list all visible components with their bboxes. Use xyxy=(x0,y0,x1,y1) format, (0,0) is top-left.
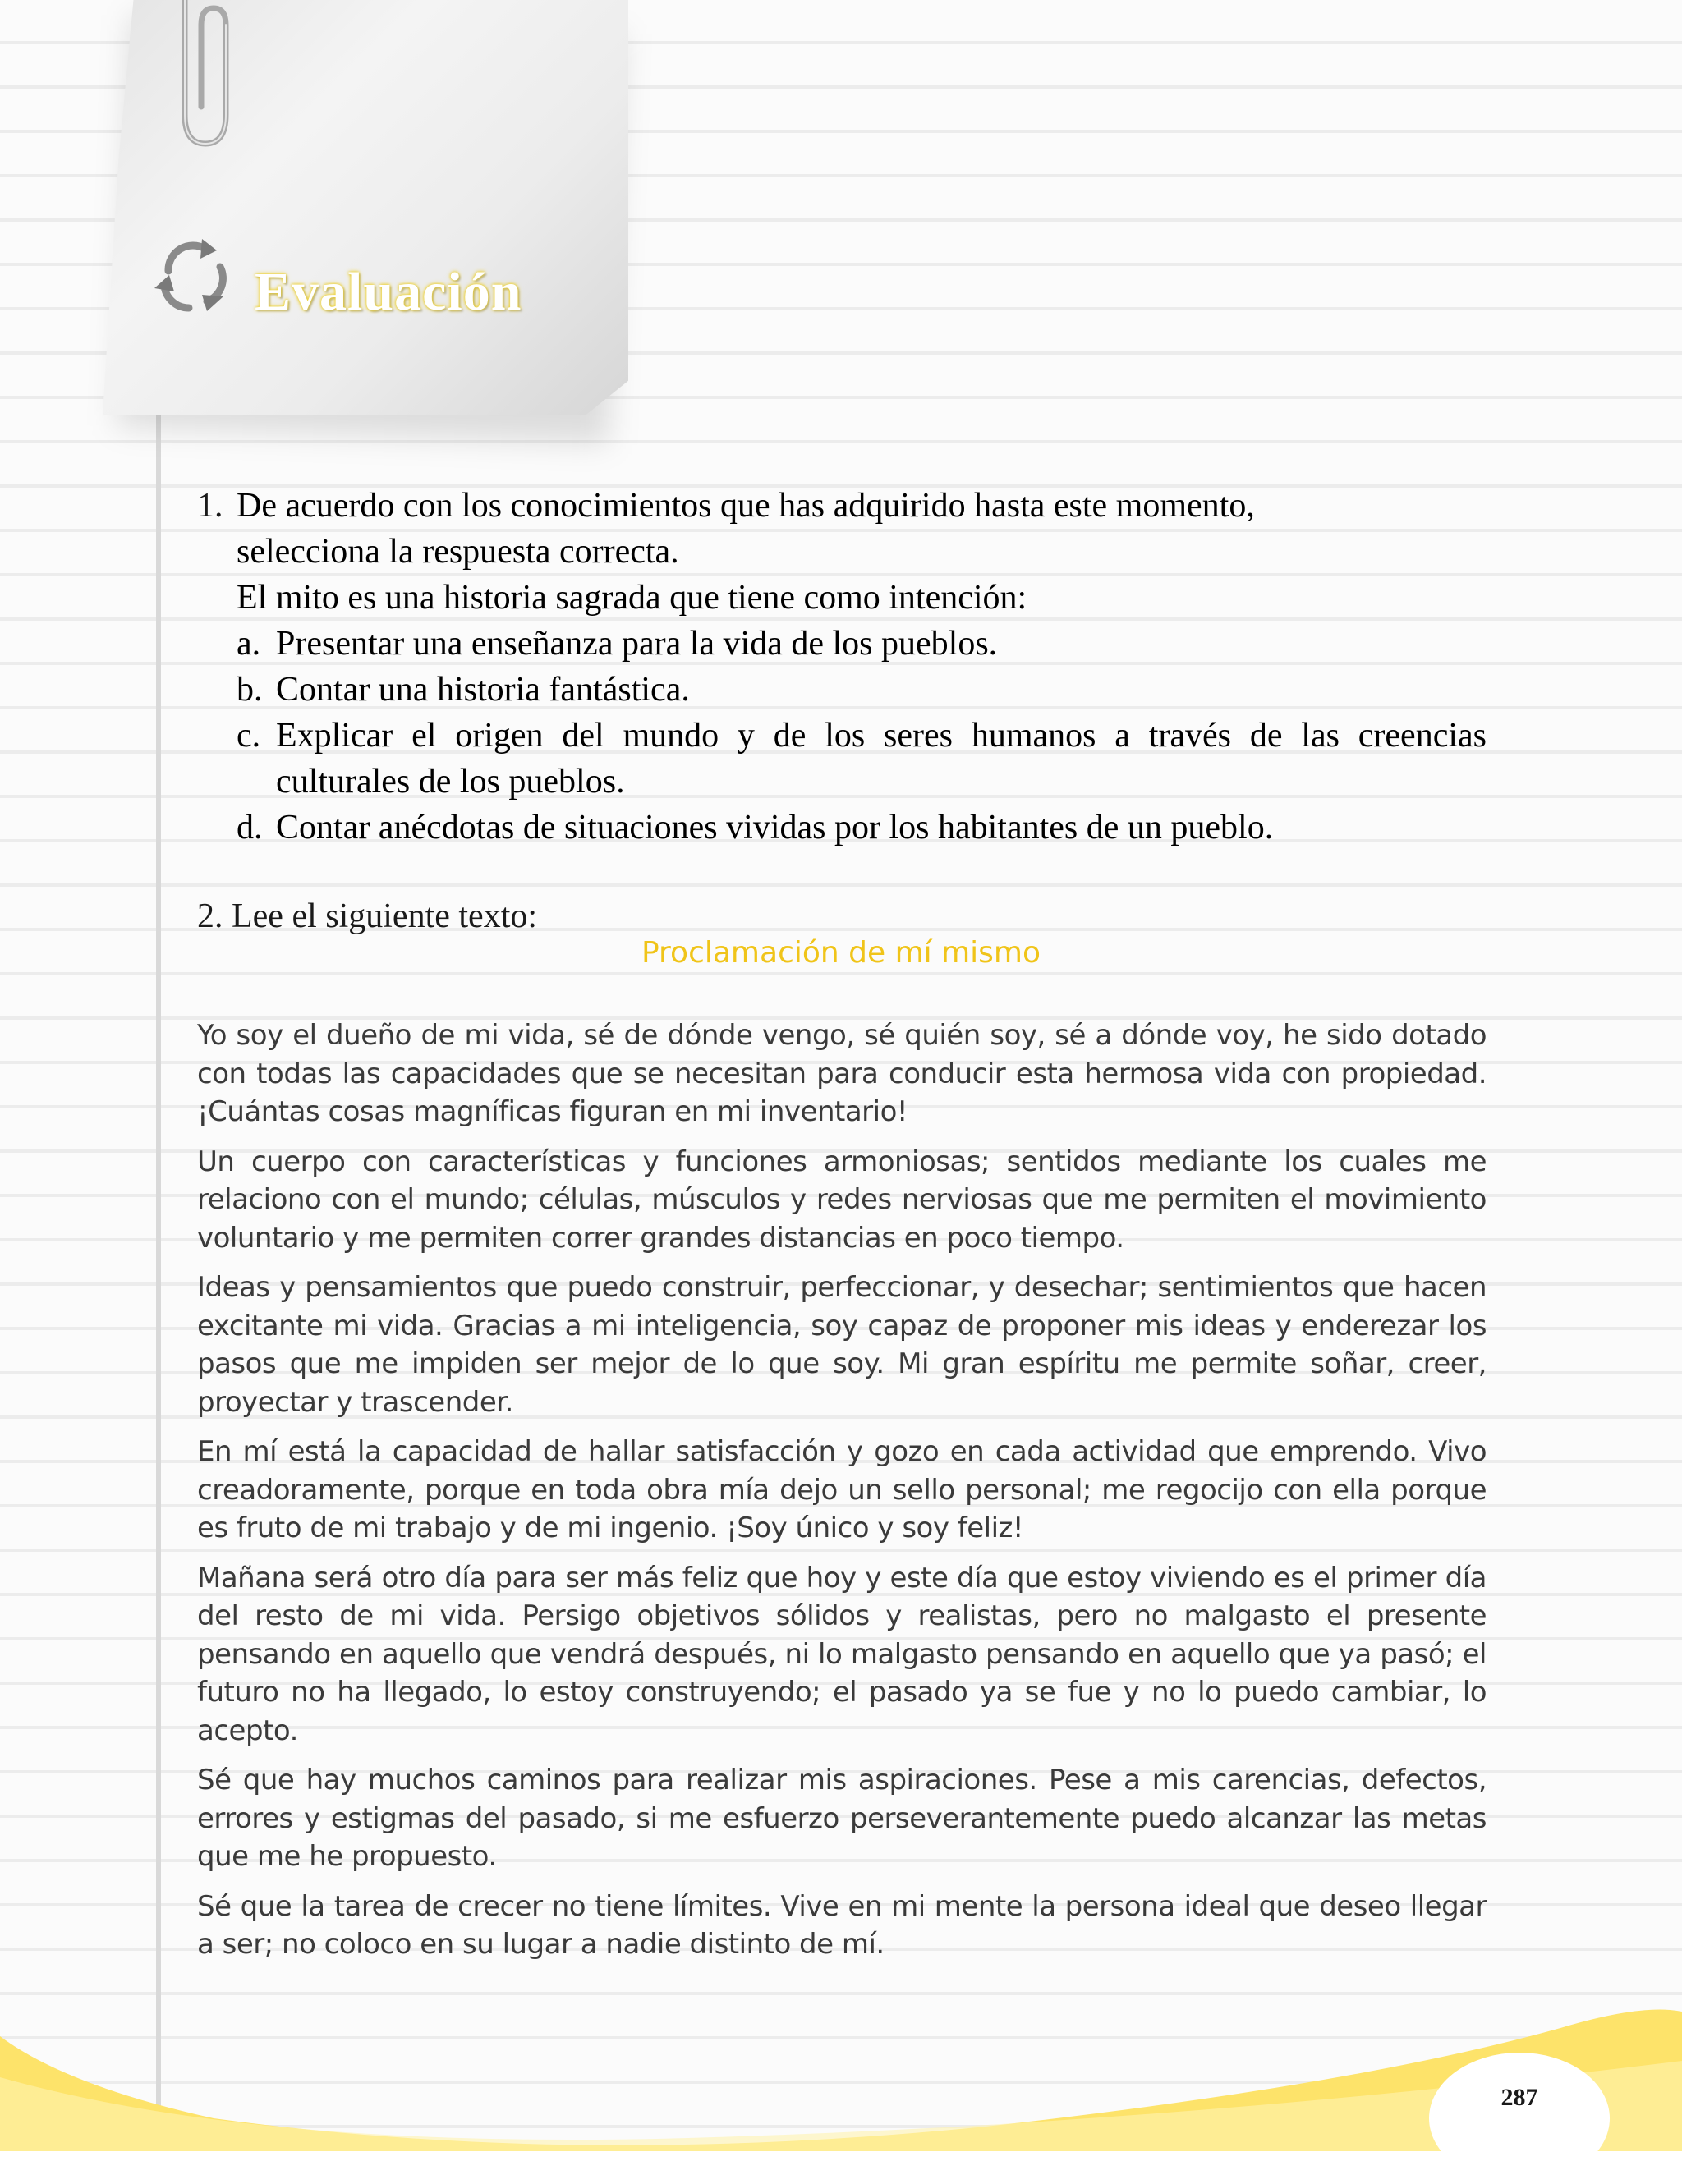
reading-title: Proclamación de mí mismo xyxy=(641,936,1041,970)
reading-paragraph: Sé que hay muchos caminos para realizar mis aspiraciones. Pese a mis carencias, defectos, errores y estigmas del pasado, si me esfuerzo perseverantemente puedo alcanzar las metas que me he propuesto. xyxy=(197,1764,1487,1873)
answer-options xyxy=(237,621,1487,851)
reading-paragraph: En mí está la capacidad de hallar satisfacción y gozo en cada actividad que emprendo. Vivo creadoramente, porque en toda obra mía dejo un sello personal; me regocijo con ella porque es fruto de mi trabajo y de mi ingenio. ¡Soy único y soy feliz! xyxy=(197,1435,1487,1544)
reading-paragraph: Ideas y pensamientos que puedo construir, perfeccionar, y desechar; sentimientos que hacen excitante mi vida. Gracias a mi inteligencia, soy capaz de proponer mis ideas y enderezar los pasos que me impiden ser mejor de lo que soy. Mi gran espíritu me permite soñar, creer, proyectar y trascender. xyxy=(197,1271,1487,1419)
option-text: Explicar el origen del mundo y de los seres humanos a través de las creencias culturales de los pueblos. xyxy=(276,717,1487,801)
question-intro-line-2: selecciona la respuesta correcta. xyxy=(237,533,679,571)
reading-paragraph: Mañana será otro día para ser más feliz que hoy y este día que estoy viviendo es el primer día del resto de mi vida. Persigo objetivos sólidos y realistas, pero no malgasto el presente pensando en aquello que vendrá después, ni lo malgasto pensando en aquello que ya pasó; el futuro no ha llegado, lo estoy construyendo; el pasado ya se fue y no lo puedo cambiar, lo acepto. xyxy=(197,1561,1487,1747)
option-letter: a. xyxy=(237,625,261,663)
section-note-card xyxy=(45,0,604,443)
reading-paragraph: Yo soy el dueño de mi vida, sé de dónde vengo, sé quién soy, sé a dónde voy, he sido dotado con todas las capacidades que se necesitan para conducir esta hermosa vida con propiedad. ¡Cuántas cosas magníficas figuran en mi inventario! xyxy=(197,1019,1487,1128)
question-1 xyxy=(197,483,1487,851)
option-text: Contar anécdotas de situaciones vividas por los habitantes de un pueblo. xyxy=(276,809,1274,847)
question-intro-line-1: De acuerdo con los conocimientos que has adquirido hasta este momento, xyxy=(237,487,1255,525)
option-d[interactable] xyxy=(237,805,1487,851)
section-title: Evaluación xyxy=(255,262,522,322)
reading-text xyxy=(197,1016,1487,1975)
option-text: Presentar una enseñanza para la vida de los pueblos. xyxy=(276,625,998,663)
option-c[interactable] xyxy=(237,713,1487,805)
page-number-badge xyxy=(1429,2053,1610,2184)
page-number: 287 xyxy=(1500,2084,1538,2111)
option-text: Contar una historia fantástica. xyxy=(276,671,690,709)
question-2-prompt: 2. Lee el siguiente texto: xyxy=(197,897,538,935)
reading-paragraph: Un cuerpo con características y funciones armoniosas; sentidos mediante los cuales me relaciono con el mundo; células, músculos y redes nerviosas que me permiten el movimiento voluntario y me permiten correr grandes distancias en poco tiempo. xyxy=(197,1145,1487,1255)
option-letter: c. xyxy=(237,717,261,755)
question-number: 1. xyxy=(197,487,223,525)
option-b[interactable] xyxy=(237,667,1487,713)
reading-paragraph: Sé que la tarea de crecer no tiene límites. Vive en mi mente la persona ideal que deseo llegar a ser; no coloco en su lugar a nadie distinto de mí. xyxy=(197,1889,1487,1961)
option-a[interactable] xyxy=(237,621,1487,667)
paperclip-icon xyxy=(160,0,234,156)
option-letter: d. xyxy=(237,809,263,847)
question-stem: El mito es una historia sagrada que tiene como intención: xyxy=(237,579,1027,617)
margin-line xyxy=(156,394,161,2151)
option-letter: b. xyxy=(237,671,263,709)
refresh-cycle-icon xyxy=(148,234,238,316)
